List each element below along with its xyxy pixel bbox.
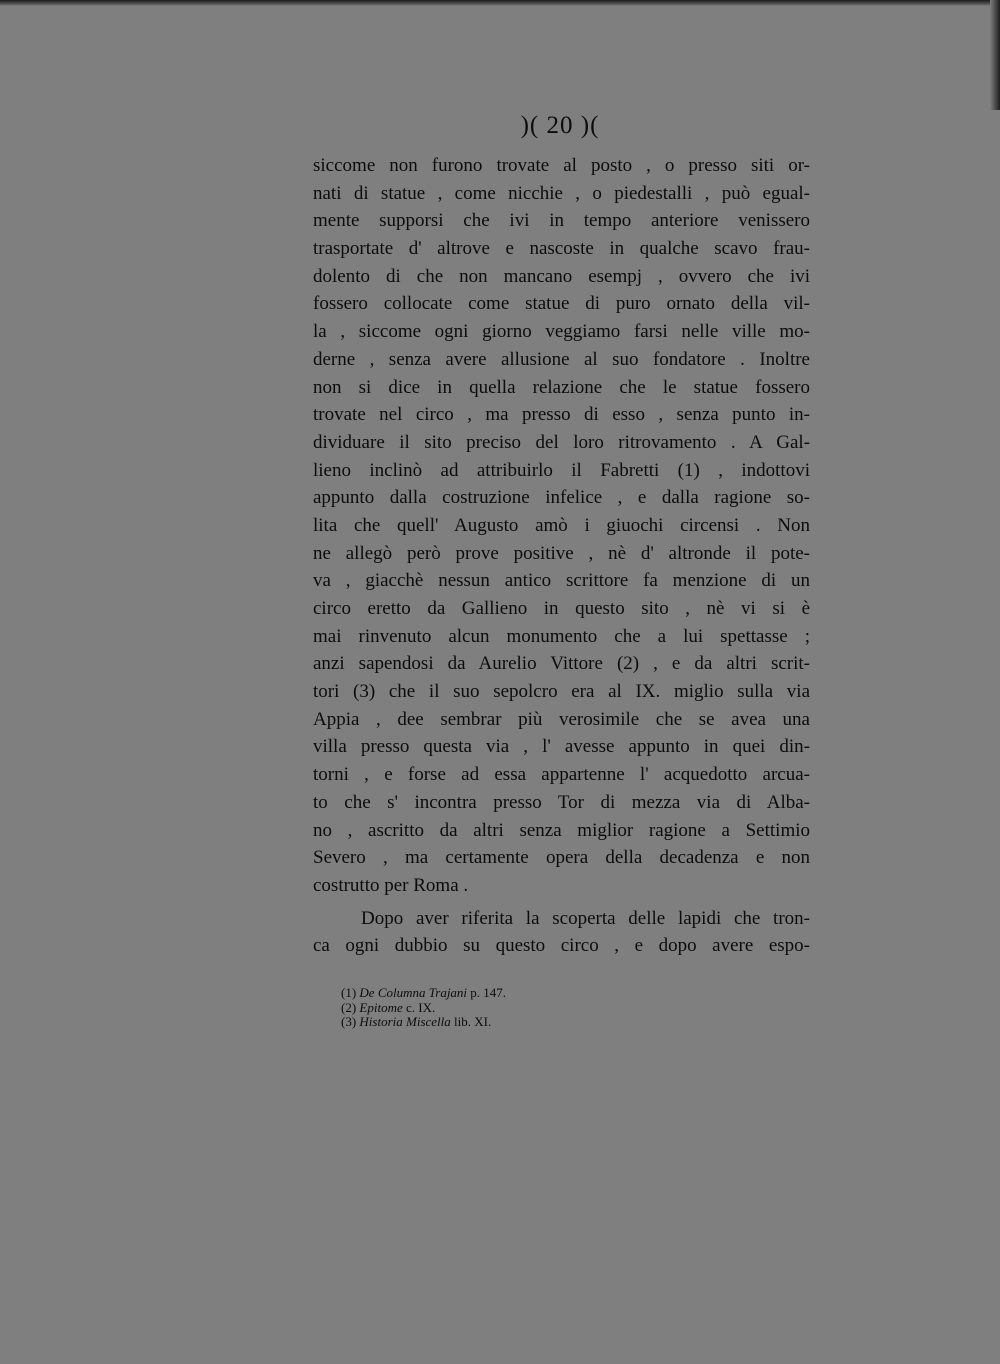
text-line: fossero collocate come statue di puro ornato della vil-: [313, 293, 810, 315]
text-line: costrutto per Roma .: [313, 874, 469, 896]
text-line: mente supporsi che ivi in tempo anteriore venissero: [313, 210, 810, 232]
text-line: ne allegò però prove positive , nè d' altronde il pote-: [313, 542, 810, 564]
text-line: dividuare il sito preciso del loro ritrovamento . A Gal-: [313, 431, 810, 453]
footnote-title: Epitome: [359, 999, 403, 1015]
text-line: no , ascritto da altri senza miglior ragione a Settimio: [313, 819, 810, 841]
footnote: [341, 1001, 641, 1016]
text-line: lita che quell' Augusto amò i giuochi circensi . Non: [313, 514, 810, 536]
text-line: trasportate d' altrove e nascoste in qualche scavo frau-: [313, 238, 810, 260]
footnote-title: De Columna Trajani: [359, 985, 468, 1000]
footnotes: [341, 986, 641, 1030]
text-line: nati di statue , come nicchie , o piedestalli , può egual-: [313, 182, 810, 204]
text-line: mai rinvenuto alcun monumento che a lui spettasse ;: [313, 625, 810, 647]
footnote-mark: (3): [341, 1014, 357, 1029]
text-line: to che s' incontra presso Tor di mezza via di Alba-: [313, 791, 810, 813]
text-line: villa presso questa via , l' avesse appunto in quei din-: [313, 736, 810, 758]
text-line: Dopo aver riferita la scoperta delle lapidi che tron-: [361, 907, 810, 929]
text-line: dolento di che non mancano esempj , ovvero che ivi: [313, 265, 810, 287]
text-line: Appia , dee sembrar più verosimile che se avea una: [313, 708, 810, 730]
footnote: [341, 986, 641, 1001]
footnote-reference: lib. XI.: [454, 1014, 492, 1029]
footnote-title: Historia Miscella: [359, 1014, 451, 1029]
scan-right-edge: [990, 0, 1000, 110]
text-line: la , siccome ogni giorno veggiamo farsi nelle ville mo-: [313, 321, 810, 343]
text-line: lieno inclinò ad attribuirlo il Fabretti (1) , indottovi: [313, 459, 810, 481]
text-line: appunto dalla costruzione infelice , e dalla ragione so-: [313, 487, 810, 509]
footnote: [341, 1015, 641, 1030]
text-line: derne , senza avere allusione al suo fondatore . Inoltre: [313, 348, 810, 370]
paragraph: [313, 905, 810, 960]
text-line: circo eretto da Gallieno in questo sito , nè vi si è: [313, 598, 810, 619]
text-line: trovate nel circo , ma presso di esso , senza punto in-: [313, 404, 810, 426]
footnote-mark: (1): [341, 985, 357, 1000]
text-line: Severo , ma certamente opera della decadenza e non: [313, 847, 810, 869]
text-line: va , giacchè nessun antico scrittore fa menzione di un: [313, 570, 810, 592]
page-number: )( 20 )(: [520, 112, 600, 139]
text-line: torni , e forse ad essa appartenne l' acquedotto arcua-: [313, 764, 810, 786]
text-line: ca ogni dubbio su questo circo , e dopo avere espo-: [313, 935, 810, 957]
text-line: siccome non furono trovate al posto , o presso siti or-: [313, 155, 810, 176]
text-line: tori (3) che il suo sepolcro era al IX. miglio sulla via: [313, 681, 810, 703]
text-line: anzi sapendosi da Aurelio Vittore (2) , e da altri scrit-: [313, 653, 810, 675]
paragraph: [313, 152, 810, 900]
text-line: non si dice in quella relazione che le statue fossero: [313, 376, 810, 398]
body-text: [313, 152, 810, 960]
footnote-mark: (2): [341, 999, 357, 1015]
footnote-reference: c. IX.: [406, 999, 436, 1015]
scan-top-edge: [0, 0, 1000, 6]
footnote-reference: p. 147.: [470, 985, 507, 1000]
